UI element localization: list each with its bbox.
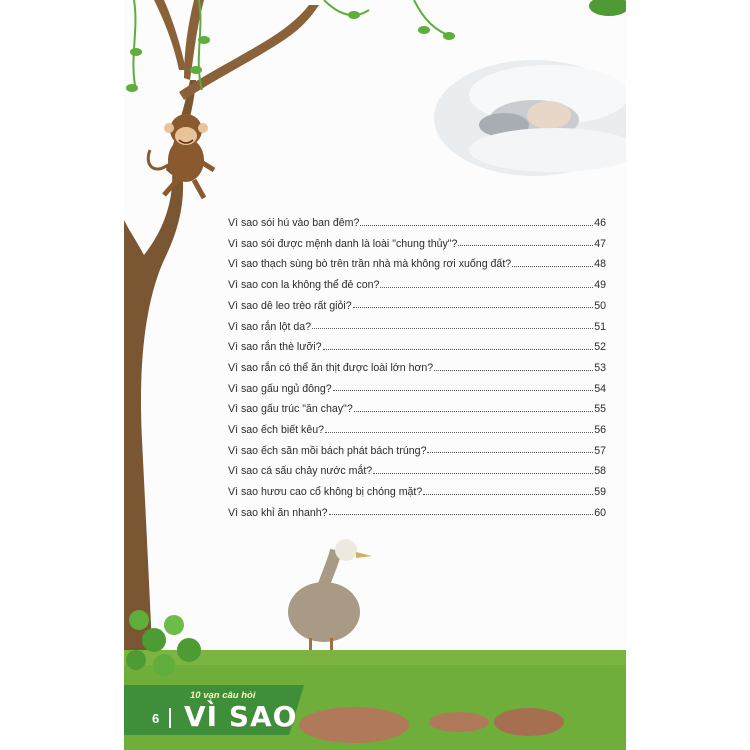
- toc-entry-page: 52: [594, 341, 606, 354]
- table-of-contents: [228, 208, 606, 518]
- toc-entry-page: 58: [594, 465, 606, 478]
- toc-entry-title: Vì sao sói hú vào ban đêm?: [228, 217, 360, 230]
- toc-entry-page: 57: [594, 444, 606, 457]
- toc-entry-page: 48: [594, 258, 606, 271]
- toc-entry[interactable]: [228, 229, 606, 250]
- brand-subtitle: 10 vạn câu hỏi: [190, 690, 256, 701]
- toc-entry-title: Vì sao rắn lột da?: [228, 320, 312, 333]
- toc-leader-dots: [354, 411, 593, 412]
- toc-entry[interactable]: [228, 291, 606, 312]
- toc-entry-page: 56: [594, 423, 606, 436]
- toc-entry[interactable]: [228, 332, 606, 353]
- toc-entry-page: 59: [594, 486, 606, 499]
- duck-illustration: [288, 539, 372, 654]
- toc-entry-title: Vì sao ếch săn mồi bách phát bách trúng?: [228, 444, 427, 457]
- toc-entry[interactable]: [228, 456, 606, 477]
- toc-leader-dots: [325, 432, 593, 433]
- toc-entry-page: 53: [594, 361, 606, 374]
- toc-leader-dots: [353, 307, 594, 308]
- toc-entry-page: 47: [594, 237, 606, 250]
- toc-entry-title: Vì sao ếch biết kêu?: [228, 423, 324, 436]
- toc-leader-dots: [329, 514, 594, 515]
- toc-entry-title: Vì sao gấu trúc "ăn chay"?: [228, 403, 353, 416]
- toc-entry-title: Vì sao rắn thè lưỡi?: [228, 341, 322, 354]
- toc-leader-dots: [323, 349, 594, 350]
- toc-entry-title: Vì sao khỉ ăn nhanh?: [228, 506, 328, 519]
- toc-leader-dots: [380, 287, 593, 288]
- toc-entry-title: Vì sao con la không thể đẻ con?: [228, 279, 380, 292]
- toc-entry-title: Vì sao cá sấu chảy nước mắt?: [228, 465, 373, 478]
- toc-entry-page: 54: [594, 382, 606, 395]
- toc-entry[interactable]: [228, 436, 606, 457]
- book-page: [124, 0, 626, 750]
- page-number: 6: [152, 711, 160, 726]
- toc-entry-page: 60: [594, 506, 606, 519]
- toc-leader-dots: [333, 390, 594, 391]
- toc-entry-title: Vì sao rắn có thể ăn thịt được loài lớn hơn?: [228, 361, 434, 374]
- toc-entry-title: Vì sao hươu cao cổ không bị chóng mặt?: [228, 486, 423, 499]
- toc-entry-title: Vì sao gấu ngủ đông?: [228, 382, 332, 395]
- toc-entry[interactable]: [228, 249, 606, 270]
- toc-entry-page: 50: [594, 299, 606, 312]
- brand-title: VÌ SAO: [184, 700, 298, 733]
- toc-entry[interactable]: [228, 415, 606, 436]
- toc-leader-dots: [512, 266, 593, 267]
- toc-leader-dots: [458, 245, 593, 246]
- toc-leader-dots: [360, 225, 593, 226]
- toc-entry[interactable]: [228, 208, 606, 229]
- kitten-photo: [434, 60, 626, 176]
- toc-leader-dots: [427, 452, 593, 453]
- toc-leader-dots: [423, 494, 593, 495]
- toc-leader-dots: [312, 328, 593, 329]
- toc-entry-title: Vì sao thạch sùng bò trên trần nhà mà không rơi xuống đất?: [228, 258, 512, 271]
- toc-leader-dots: [434, 370, 593, 371]
- footer-divider: [169, 708, 171, 728]
- toc-entry[interactable]: [228, 374, 606, 395]
- toc-entry-title: Vì sao dê leo trèo rất giỏi?: [228, 299, 352, 312]
- toc-entry[interactable]: [228, 353, 606, 374]
- toc-entry-page: 46: [594, 217, 606, 230]
- toc-entry[interactable]: [228, 498, 606, 519]
- toc-entry-page: 51: [594, 320, 606, 333]
- toc-entry[interactable]: [228, 477, 606, 498]
- toc-entry-page: 55: [594, 403, 606, 416]
- toc-entry-page: 49: [594, 279, 606, 292]
- toc-entry[interactable]: [228, 270, 606, 291]
- toc-entry[interactable]: [228, 394, 606, 415]
- toc-entry-title: Vì sao sói được mệnh danh là loài "chung thủy"?: [228, 237, 458, 250]
- toc-leader-dots: [373, 473, 593, 474]
- toc-entry[interactable]: [228, 311, 606, 332]
